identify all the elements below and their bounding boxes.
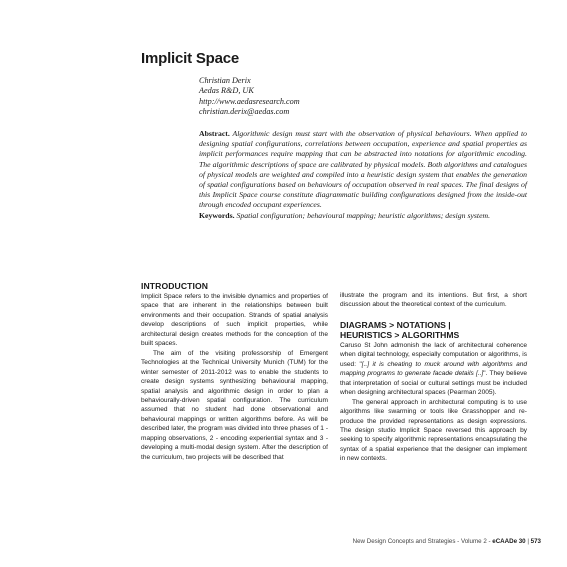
- section-heading-diagrams-line2: HEURISTICS > ALGORITHMS: [340, 329, 460, 340]
- page-footer: [353, 538, 541, 545]
- diagrams-p1-quote: [..] it is cheating to muck around with algorithms and mapping programs to generate facade details [..]: [340, 360, 527, 378]
- diagrams-p1-part-b: ". They believe that interpretation of social or cultural settings must be included when designing architectural spaces (Pearman 2005).: [340, 370, 527, 397]
- keywords-text: Spatial configuration; behavioural mapping; heuristic algorithms; design system.: [236, 210, 491, 220]
- section-heading-diagrams: [340, 320, 527, 340]
- diagrams-p1-part-a: Caruso St John admonish the lack of architectural coherence when digital technology, especially computation or algorithms, is used: ": [340, 341, 527, 368]
- footer-series: New Design Concepts and Strategies - Volume 2 -: [352, 538, 493, 545]
- intro-paragraph-1: Implicit Space refers to the invisible dynamics and properties of space that are inherent in the relationships between built environments and their occupation. Strands of spatial analysis develop descriptions of such implicit properties, while architectural design creates methods for the conception of the built spaces.: [141, 293, 328, 348]
- abstract: [199, 129, 527, 221]
- author-name: Christian Derix: [199, 76, 251, 85]
- diagrams-paragraph-1: [340, 341, 527, 398]
- keywords-label: Keywords.: [199, 210, 235, 220]
- abstract-label: Abstract.: [199, 129, 230, 138]
- author-affiliation: Aedas R&D, UK: [199, 86, 254, 96]
- right-paragraph-continued: illustrate the program and its intentions. But first, a short discussion about the theoretical context of the curriculum.: [340, 292, 527, 309]
- intro-paragraph-2: The aim of the visiting professorship of Emergent Technologies at the Technical University Munich (TUM) for the winter semester of 2011-2012 was to enable the students to create design systems synthesizing behavioural mapping, spatial analysis and algorithmic design in order to plan a behaviourally-driven spatial configuration. The curriculum assumed that no student had done observational and behavioural mappings or written algorithms before. As will be described later, the program was divided into three phases of 1 - mapping observations, 2 - encoding experiential syntax and 3 - developing a multi-modal design system. After the description of the curriculum, two projects will be described that: [141, 349, 328, 461]
- footer-separator: |: [525, 538, 531, 545]
- section-heading-introduction: INTRODUCTION: [141, 281, 209, 291]
- abstract-text: Algorithmic design must start with the observation of physical behaviours. When applied to designing spatial configurations, correlations between occupation, experience and spatial properties as implicit performances require mapping that can be abstracted into notations for algorithmic encoding. The algorithmic descriptions of space are calibrated by physical models. Both algorithms and catalogues of physical models are weighted and compiled into a heuristic design system that enables the generation of spatial configurations based on behaviours of occupation observed in real spaces. The final designs of this Implicit Space course constitute diagrammatic building configurations designed from the inside-out through encoded occupant experiences.: [199, 129, 527, 210]
- footer-page-number: 573: [530, 538, 541, 545]
- section-heading-diagrams-line1: DIAGRAMS > NOTATIONS |: [340, 319, 451, 330]
- author-block: [199, 76, 529, 117]
- author-email[interactable]: christian.derix@aedas.com: [199, 106, 290, 116]
- left-column: [141, 281, 328, 462]
- author-url[interactable]: http://www.aedasresearch.com: [199, 96, 300, 106]
- diagrams-paragraph-2: The general approach in architectural computing is to use algorithms like swarming or tools like Grasshopper and re-produce the provided representations as design expressions. The design studio Implicit Space reversed this approach by seeking to specify algorithmic representations encapsulating the syntax of a spatial experience that the designer can implement in new contexts.: [340, 398, 527, 463]
- paper-title: Implicit Space: [141, 50, 240, 67]
- right-column: [340, 291, 527, 464]
- footer-conference: eCAADe 30: [492, 538, 526, 545]
